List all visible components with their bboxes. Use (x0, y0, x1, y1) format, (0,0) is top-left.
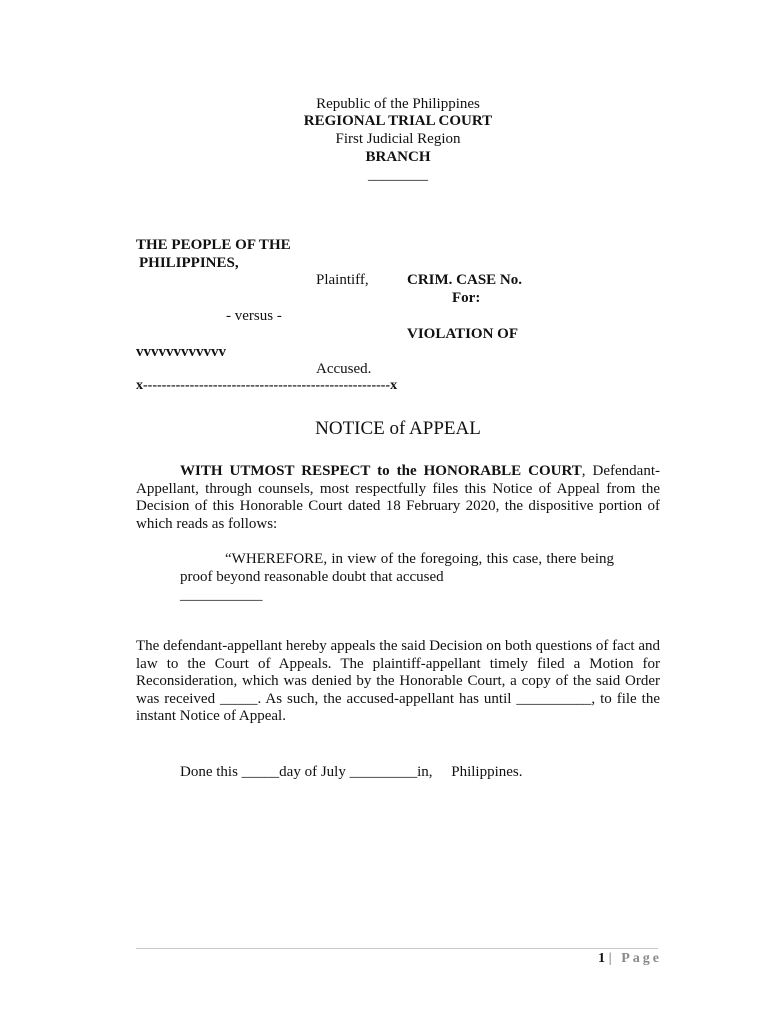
violation-label: VIOLATION OF (407, 326, 518, 342)
republic-line: Republic of the Philippines (316, 96, 480, 112)
accused-label: Accused. (316, 361, 372, 377)
opening-salutation: WITH UTMOST RESPECT to the HONORABLE COURT (180, 463, 582, 479)
caption-divider: x-----------------------------------------------------x (136, 378, 398, 393)
judicial-region: First Judicial Region (335, 131, 461, 147)
branch-label: BRANCH (365, 149, 431, 165)
dispositive-quote: “WHEREFORE, in view of the foregoing, this case, there being proof beyond reasonable doubt that accused (180, 551, 614, 585)
page-label: | Page (608, 951, 662, 966)
opening-paragraph (136, 463, 660, 533)
party-name-line2: PHILIPPINES, (139, 255, 239, 271)
accused-blank: ___________ (180, 587, 263, 603)
opening-text: , Defendant-Appellant, through counsels, most respectfully files this Notice of Appeal from the Decision of this Honorable Court dated 18 February 2020, the dispositive portion of which reads as follows: (136, 463, 661, 532)
page-footer (560, 950, 662, 968)
document-title: NOTICE of APPEAL (315, 418, 481, 439)
appeal-paragraph: The defendant-appellant hereby appeals the said Decision on both questions of fact and law to the Court of Appeals. The plaintiff-appellant timely filed a Motion for Reconsideration, which was denied by the Honorable Court, a copy of the said Order was received _____. As such, the accused-appellant has until __________, to file the instant Notice of Appeal. (136, 638, 660, 724)
party-name-line1: THE PEOPLE OF THE (136, 237, 291, 253)
branch-blank: ________ (368, 167, 428, 183)
accused-name: vvvvvvvvvvvv (136, 344, 226, 360)
footer-rule (136, 948, 658, 949)
court-name: REGIONAL TRIAL COURT (303, 113, 493, 129)
case-number-label: CRIM. CASE No. (407, 272, 523, 288)
plaintiff-label: Plaintiff, (316, 272, 369, 288)
versus-label: - versus - (226, 308, 282, 324)
done-line: Done this _____day of July _________in, Philippines. (180, 764, 523, 780)
for-label: For: (452, 290, 481, 306)
page-number: 1 (598, 951, 606, 966)
